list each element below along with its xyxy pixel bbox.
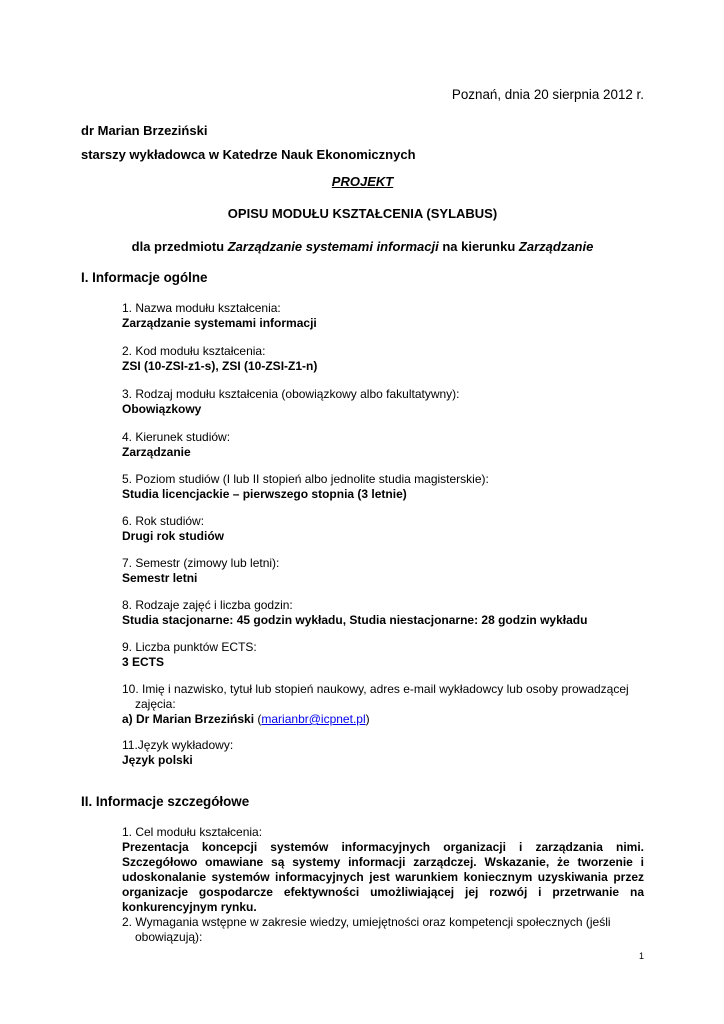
subject-field: Zarządzanie: [518, 239, 594, 254]
item-value: Obowiązkowy: [122, 402, 202, 416]
item-label: 9. Liczba punktów ECTS:: [122, 640, 257, 654]
item-label: 1. Nazwa modułu kształcenia:: [122, 301, 281, 315]
list-item: [122, 514, 224, 544]
page-number: 1: [638, 951, 644, 961]
item-label: 7. Semestr (zimowy lub letni):: [122, 556, 280, 570]
item-label: 2. Wymagania wstępne w zakresie wiedzy, umiejętności oraz kompetencji społecznych (jeśli: [122, 915, 611, 929]
lecturer-email-link[interactable]: marianbr@icpnet.pl: [261, 712, 366, 726]
list-item-lecturer: [122, 682, 629, 727]
item-label: 1. Cel modułu kształcenia:: [122, 825, 263, 839]
section-heading-detailed: II. Informacje szczegółowe: [81, 794, 250, 809]
list-item: [122, 640, 257, 670]
item-value: Studia stacjonarne: 45 godzin wykładu, Studia niestacjonarne: 28 godzin wykładu: [122, 613, 588, 627]
list-item: [122, 556, 279, 586]
list-item: [122, 301, 317, 331]
subject-prefix: dla przedmiotu: [131, 239, 225, 254]
item-label: 2. Kod modułu kształcenia:: [122, 344, 266, 358]
list-item: [122, 387, 460, 417]
lecturer-name: a) Dr Marian Brzeziński: [122, 712, 255, 726]
section-heading-general: I. Informacje ogólne: [81, 270, 208, 285]
subject-name: Zarządzanie systemami informacji: [227, 239, 439, 254]
document-heading-projekt: PROJEKT: [331, 174, 394, 189]
item-label: 10. Imię i nazwisko, tytuł lub stopień naukowy, adres e-mail wykładowcy lub osoby prowadzącej: [122, 682, 629, 696]
item-value-paragraph: Prezentacja koncepcji systemów informacyjnych organizacji i zarządzania nimi. Szczegółowo omawiane są systemy informacji zarządczej. Wskazanie, że tworzenie i udoskonalanie systemów informacyjnych jest warunkiem koniecznym uzyskiwania przez organizacje gospodarcze efektywności umożliwiającej jej rozwój i przetrwanie na konkurencyjnym rynku.: [122, 840, 644, 914]
item-label: 5. Poziom studiów (I lub II stopień albo jednolite studia magisterskie):: [122, 472, 489, 486]
item-value: Semestr letni: [122, 571, 198, 585]
list-item-goal: [122, 825, 644, 945]
list-item: [122, 738, 233, 768]
email-close-paren: ): [365, 712, 370, 726]
item-label-continuation: obowiązują):: [135, 930, 203, 944]
list-item: [122, 598, 587, 628]
item-label: 6. Rok studiów:: [122, 514, 205, 528]
document-heading-sylabus: OPISU MODUŁU KSZTAŁCENIA (SYLABUS): [227, 206, 498, 221]
item-value: 3 ECTS: [122, 655, 165, 669]
list-item: [122, 430, 230, 460]
item-label: 4. Kierunek studiów:: [122, 430, 231, 444]
item-value: Studia licencjackie – pierwszego stopnia (3 letnie): [122, 487, 407, 501]
item-value: Zarządzanie systemami informacji: [122, 316, 317, 330]
item-value: Zarządzanie: [122, 445, 191, 459]
author-title: starszy wykładowca w Katedrze Nauk Ekonomicznych: [81, 147, 416, 162]
document-subject-line: [81, 239, 644, 254]
list-item: [122, 344, 317, 374]
item-value: Drugi rok studiów: [122, 529, 224, 543]
author-block: [81, 119, 416, 167]
item-label: 8. Rodzaje zajęć i liczba godzin:: [122, 598, 293, 612]
subject-mid: na kierunku: [442, 239, 516, 254]
item-value: Język polski: [122, 753, 193, 767]
lecturer-entry: [122, 712, 629, 727]
list-item: [122, 472, 489, 502]
author-name: dr Marian Brzeziński: [81, 123, 208, 138]
item-label: 3. Rodzaj modułu kształcenia (obowiązkowy albo fakultatywny):: [122, 387, 460, 401]
document-date: Poznań, dnia 20 sierpnia 2012 r.: [451, 87, 644, 102]
email-open-paren: (: [257, 712, 262, 726]
item-label-continuation: zajęcia:: [135, 697, 176, 711]
item-value: ZSI (10-ZSI-z1-s), ZSI (10-ZSI-Z1-n): [122, 359, 318, 373]
item-label: 11.Język wykładowy:: [122, 738, 234, 752]
